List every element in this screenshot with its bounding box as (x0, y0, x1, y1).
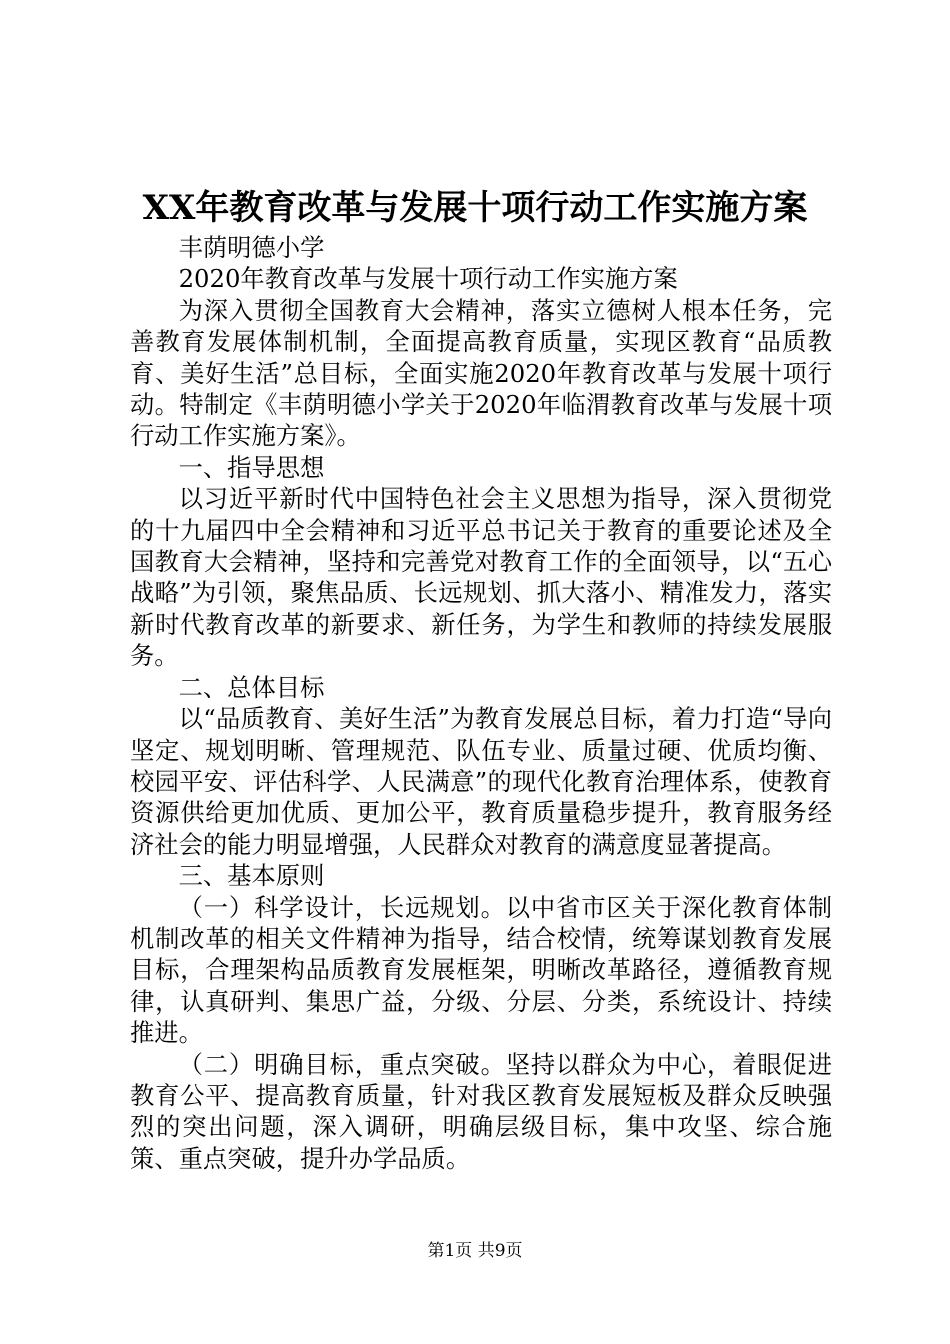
document-title: XX年教育改革与发展十项行动工作实施方案 (142, 188, 808, 228)
principle-2-paragraph: （二）明确目标，重点突破。坚持以群众为中心，着眼促进教育公平、提高教育质量，针对我区教育发展短板及群众反映强烈的突出问题，深入调研，明确层级目标，集中攻坚、综合施策、重点突破，提升办学品质。 (130, 1049, 832, 1173)
section-heading-basic-principles: 三、基本原则 (178, 861, 325, 891)
page-number-footer: 第1页 共9页 (427, 1241, 523, 1261)
plan-subtitle: 2020年教育改革与发展十项行动工作实施方案 (178, 264, 678, 294)
guiding-ideology-paragraph: 以习近平新时代中国特色社会主义思想为指导，深入贯彻党的十九届四中全会精神和习近平总书记关于教育的重要论述及全国教育大会精神，坚持和完善党对教育工作的全面领导，以“五心战略”为引领，聚焦品质、长远规划、抓大落小、精准发力，落实新时代教育改革的新要求、新任务，为学生和教师的持续发展服务。 (130, 484, 832, 671)
document-body (130, 232, 832, 1174)
school-name: 丰荫明德小学 (178, 233, 325, 262)
intro-paragraph: 为深入贯彻全国教育大会精神，落实立德树人根本任务，完善教育发展体制机制，全面提高教育质量，实现区教育“品质教育、美好生活”总目标，全面实施2020年教育改革与发展十项行动。特制定《丰荫明德小学关于2020年临渭教育改革与发展十项行动工作实施方案》。 (130, 295, 832, 451)
section-heading-guiding-ideology: 一、指导思想 (178, 452, 325, 482)
overall-goal-paragraph: 以“品质教育、美好生活”为教育发展总目标，着力打造“导向坚定、规划明晰、管理规范、队伍专业、质量过硬、优质均衡、校园平安、评估科学、人民满意”的现代化教育治理体系，使教育资源供给更加优质、更加公平，教育质量稳步提升，教育服务经济社会的能力明显增强，人民群众对教育的满意度显著提高。 (130, 704, 832, 859)
section-heading-overall-goal: 二、总体目标 (178, 672, 325, 702)
principle-1-paragraph: （一）科学设计，长远规划。以中省市区关于深化教育体制机制改革的相关文件精神为指导，结合校情，统筹谋划教育发展目标，合理架构品质教育发展框架，明晰改革路径，遵循教育规律，认真研判、集思广益，分级、分层、分类，系统设计、持续推进。 (130, 892, 832, 1048)
